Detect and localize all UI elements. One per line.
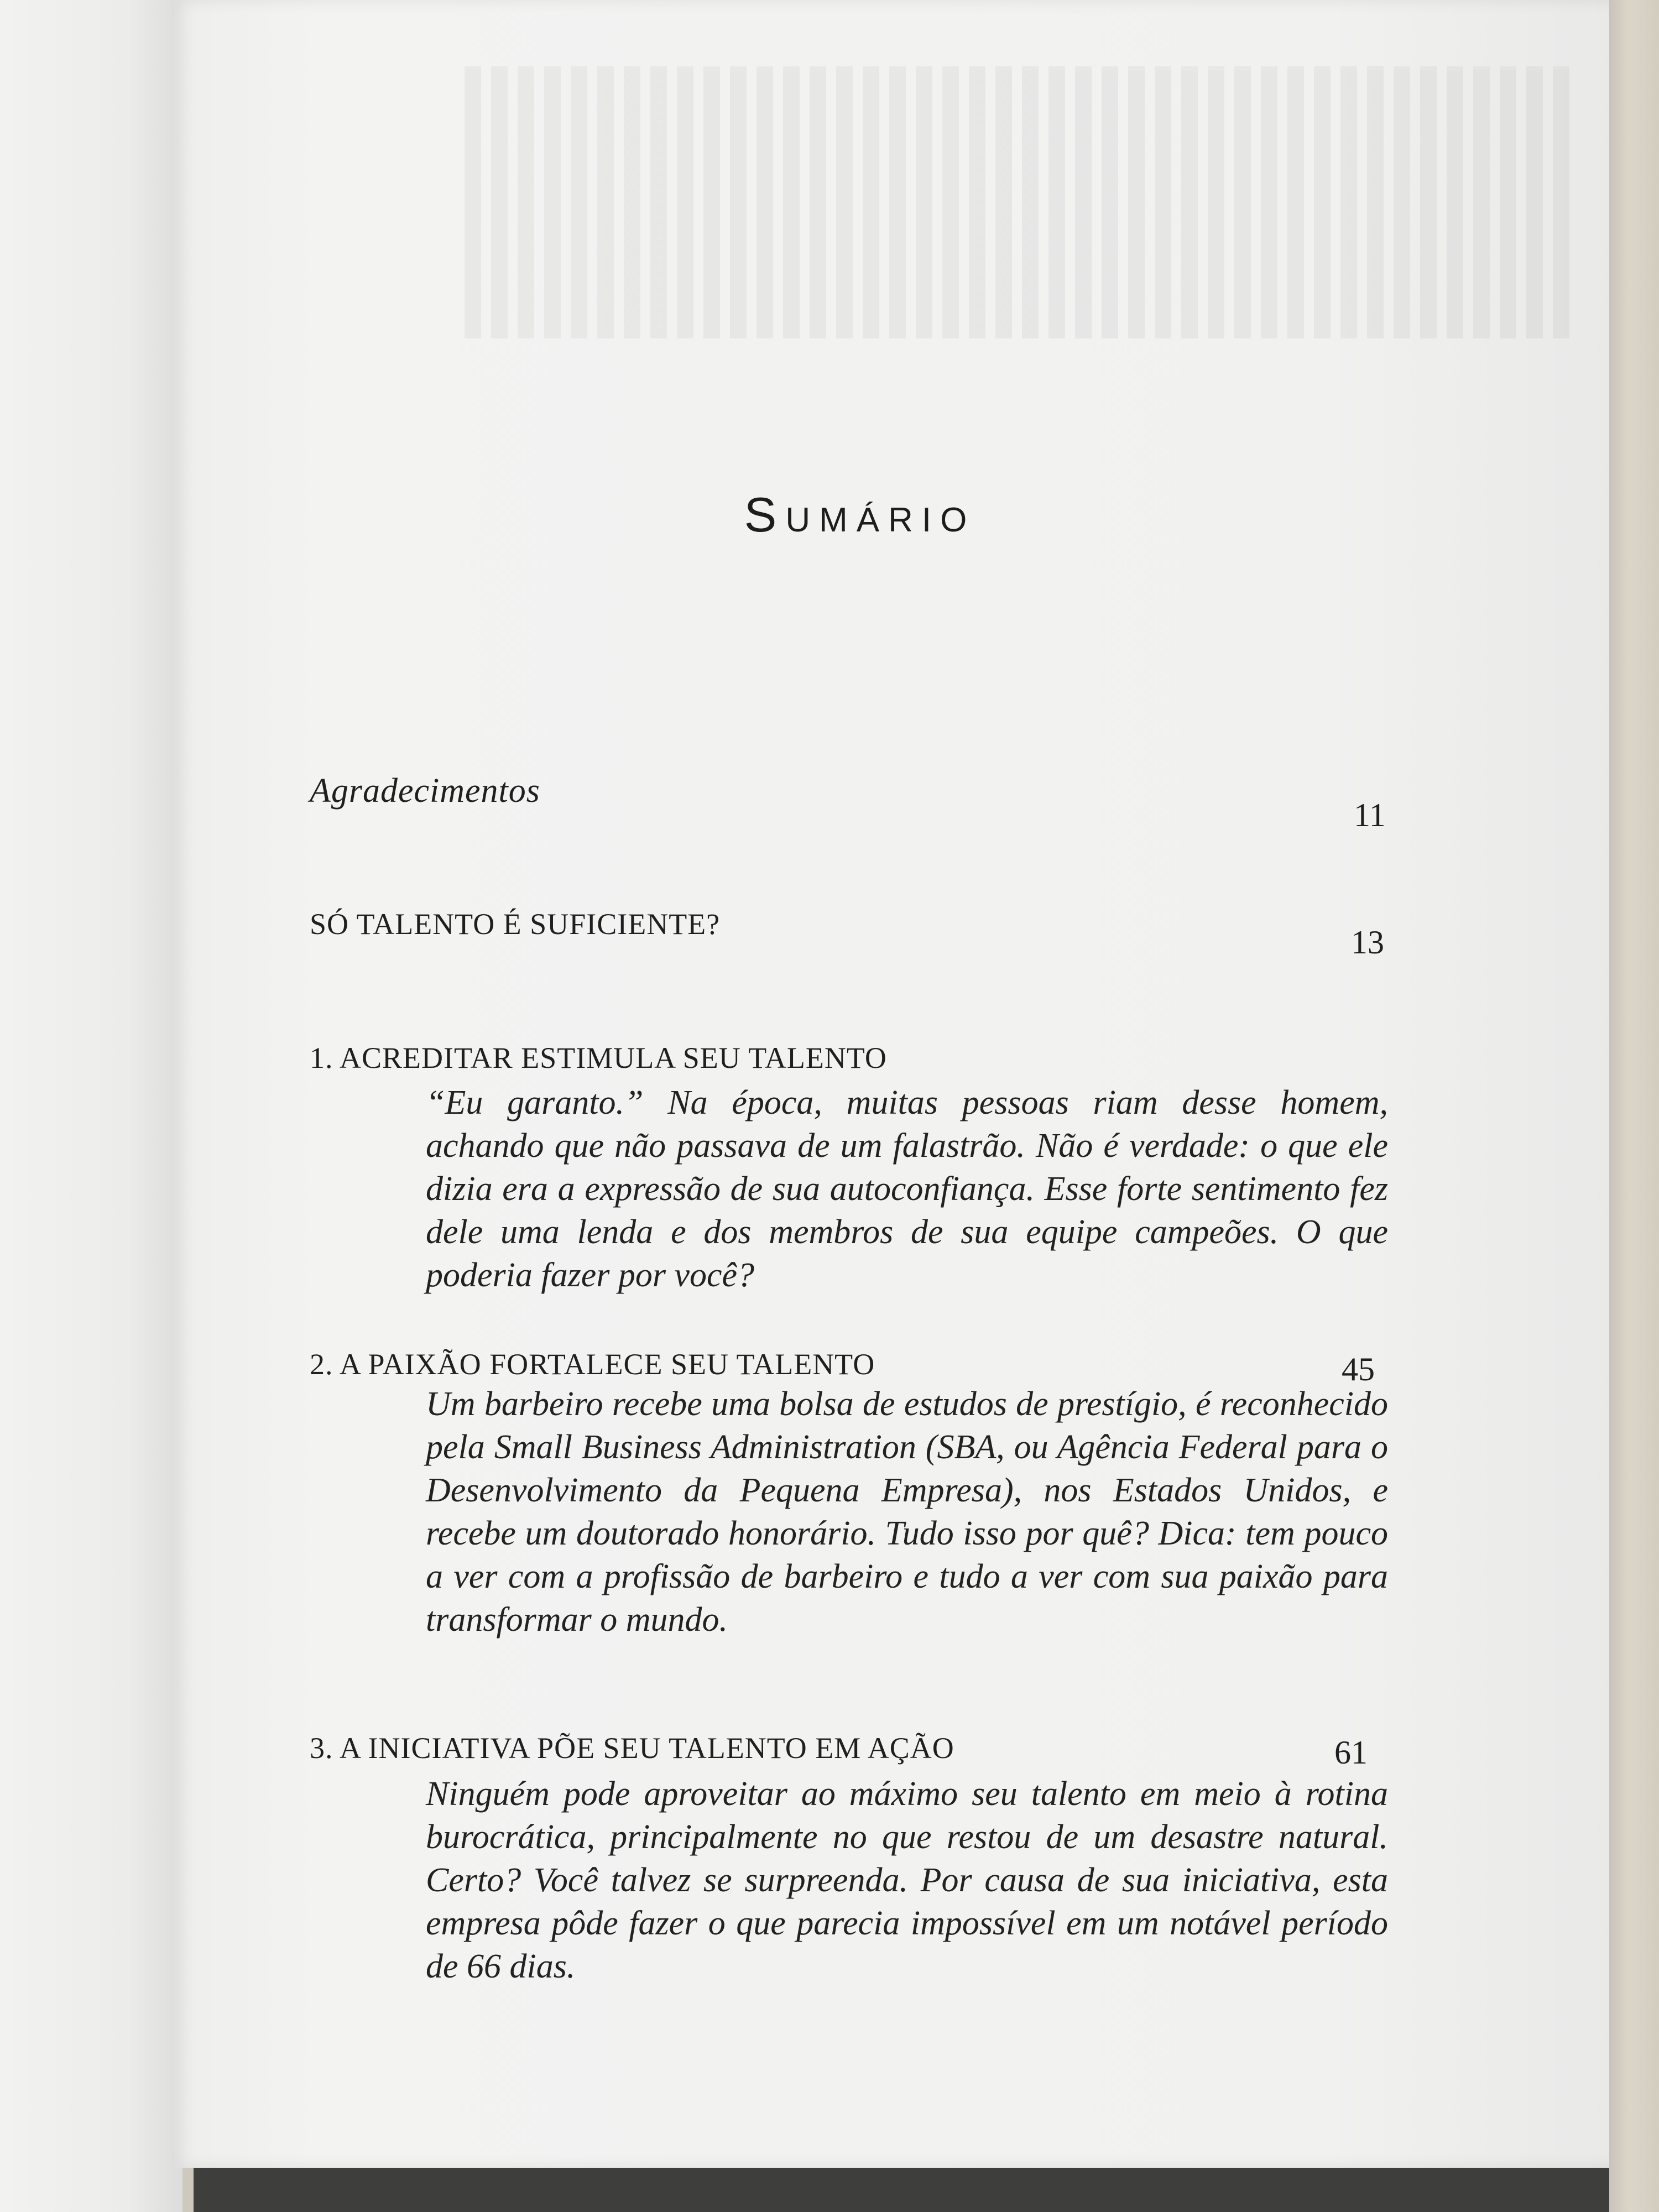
toc-page-number: 61	[1334, 1734, 1368, 1771]
chapter-2-description: Um barbeiro recebe uma bolsa de estudos de prestígio, é reconhecido pela Small Business Administration (SBA, ou Agência Federal para o Desenvolvimento da Pequena Empresa), nos Estados Unidos, e recebe um doutorado honorário. Tudo isso por quê? Dica: tem pouco a ver com a profissão de barbeiro e tudo a ver com sua paixão para transformar o mundo.	[426, 1385, 1388, 1639]
toc-page-number: 11	[1354, 797, 1386, 833]
bleed-through-text	[465, 66, 1571, 338]
book-cover-edge	[194, 2168, 1609, 2212]
toc-page-number: 13	[1351, 924, 1384, 961]
chapter-1-description: “Eu garanto.” Na época, muitas pessoas riam desse homem, achando que não passava de um falastrão. Não é verdade: o que ele dizia era a expressão de sua autoconfiança. Esse forte sentimento fez dele uma lenda e dos membros de sua equipe campeões. O que poderia fazer por você?	[426, 1084, 1388, 1294]
table-surface	[1609, 0, 1659, 2212]
toc-entry-chapter-1: 1. ACREDITAR ESTIMULA SEU TALENTO	[310, 1041, 887, 1074]
toc-entry-acknowledgements: Agradecimentos	[310, 772, 540, 810]
chapter-3-description: Ninguém pode aproveitar ao máximo seu talento em meio à rotina burocrática, principalmente no que restou de um desastre natural. Certo? Você talvez se surpreenda. Por causa de sua iniciativa, esta empresa pôde fazer o que parecia impossível em um notável período de 66 dias.	[426, 1775, 1388, 1985]
toc-entry-chapter-3: 3. A INICIATIVA PÕE SEU TALENTO EM AÇÃO	[310, 1731, 954, 1765]
left-facing-page	[0, 0, 182, 2212]
page-title: Sumário	[744, 487, 976, 542]
toc-entry-chapter-2: 2. A PAIXÃO FORTALECE SEU TALENTO	[310, 1348, 875, 1381]
toc-entry-intro: SÓ TALENTO É SUFICIENTE?	[310, 907, 721, 941]
toc-page-number: 45	[1342, 1351, 1375, 1387]
